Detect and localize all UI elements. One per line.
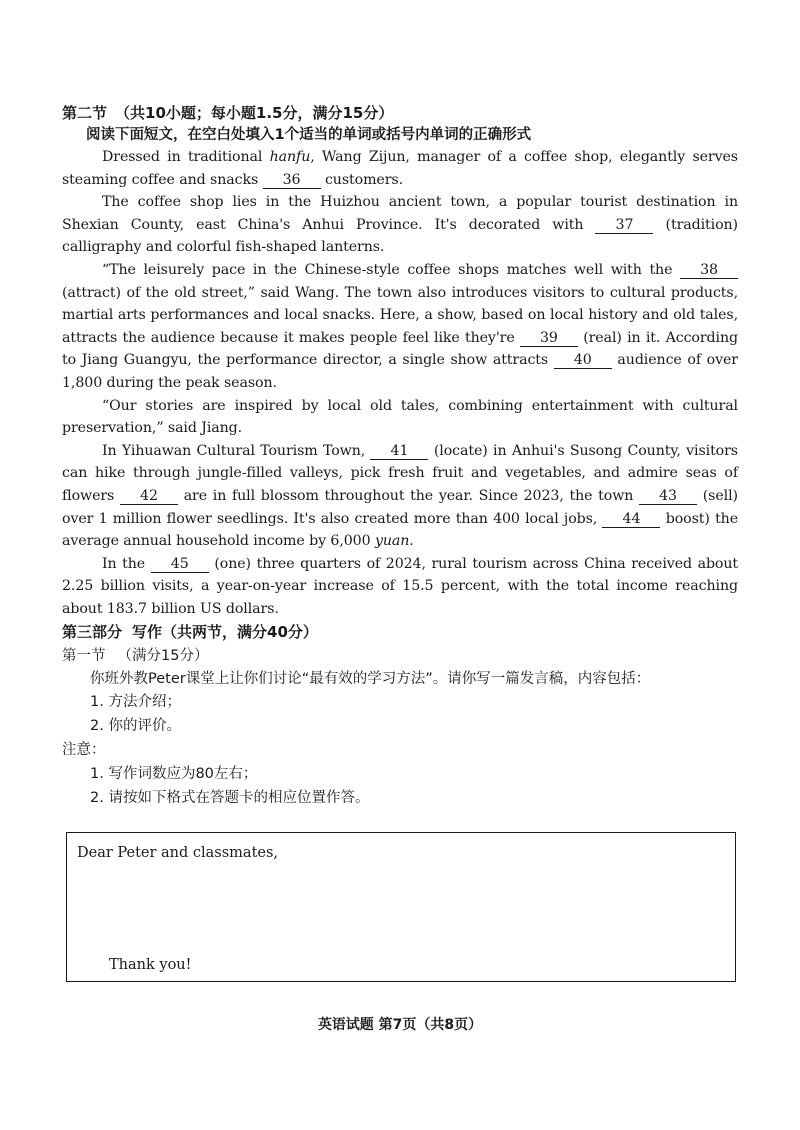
part3-score: 写作（共两节，满分40分）	[132, 623, 318, 642]
section2-heading	[62, 102, 738, 124]
part3-section1-heading: 第一节 （满分15分）	[62, 648, 209, 665]
blank-43[interactable]: 43	[639, 488, 697, 505]
answer-box[interactable]	[66, 832, 736, 982]
section2-title: 第二节	[62, 104, 108, 122]
section2-instruction: 阅读下面短文，在空白处填入1个适当的单词或括号内单词的正确形式	[86, 127, 532, 143]
letter-greeting: Dear Peter and classmates,	[77, 845, 279, 861]
blank-37[interactable]: 37	[595, 217, 653, 234]
exam-page	[62, 102, 738, 810]
section2-score: （共10小题；每小题1.5分，满分15分）	[115, 104, 394, 122]
blank-42[interactable]: 42	[120, 488, 178, 505]
hanfu-word: hanfu	[269, 149, 311, 165]
note-label: 注意：	[62, 742, 106, 759]
part3-title: 第三部分	[62, 623, 123, 642]
letter-closing: Thank you!	[109, 957, 192, 973]
part3-heading	[62, 620, 738, 644]
passage-paragraph-4: “Our stories are inspired by local old tales, combining entertainment with cultural preservation,” said Jiang.	[62, 397, 738, 437]
task-item-2: 2. 你的评价。	[90, 718, 181, 735]
passage-paragraph-1: Dressed in traditional hanfu, Wang Zijun, manager of a coffee shop, elegantly serves steaming coffee and snacks 36 customers.	[62, 149, 738, 188]
writing-task: 你班外教Peter课堂上让你们讨论“最有效的学习方法”。请你写一篇发言稿，内容包括：	[90, 671, 651, 688]
passage-paragraph-6: In the 45 (one) three quarters of 2024, rural tourism across China received about 2.25 billion visits, a year-on-year increase of 15.5 percent, with the total income reaching about 183.7 billion US dollars.	[62, 555, 739, 617]
blank-38[interactable]: 38	[680, 262, 738, 279]
blank-45[interactable]: 45	[151, 556, 209, 573]
blank-41[interactable]: 41	[370, 443, 428, 460]
task-item-1: 1. 方法介绍；	[90, 694, 181, 711]
page-footer: 英语试题 第7页（共8页）	[317, 1017, 483, 1033]
passage-paragraph-3: “The leisurely pace in the Chinese-style coffee shops matches well with the 38 (attract) of the old street,” said Wang. The town also introduces visitors to cultural products, martial arts performances and local snacks. Here, a show, based on local history and old tales, attracts the audience because it makes people feel like they're 39 (real) in it. According to Jiang Guangyu, the performance director, a single show attracts 40 audience of over 1,800 during the peak season.	[62, 261, 738, 391]
blank-40[interactable]: 40	[554, 352, 612, 369]
blank-39[interactable]: 39	[520, 330, 578, 347]
note-item-1: 1. 写作词数应为80左右；	[90, 766, 258, 783]
note-item-2: 2. 请按如下格式在答题卡的相应位置作答。	[90, 790, 370, 807]
yuan-word: yuan	[374, 533, 410, 550]
passage-paragraph-5: In Yihuawan Cultural Tourism Town, 41 (locate) in Anhui's Susong County, visitors can hike through jungle-filled valleys, pick fresh fruit and vegetables, and admire seas of flowers 42 are in full blossom throughout the year. Since 2023, the town 43 (sell) over 1 million flower seedlings. It's also created more than 400 local jobs, 44 boost) the average annual household income by 6,000 yuan.	[62, 442, 738, 550]
passage-paragraph-2: The coffee shop lies in the Huizhou ancient town, a popular tourist destination in Shexian County, east China's Anhui Province. It's decorated with 37 (tradition) calligraphy and colorful fish-shaped lanterns.	[62, 194, 738, 256]
blank-44[interactable]: 44	[602, 511, 660, 528]
blank-36[interactable]: 36	[263, 172, 321, 189]
